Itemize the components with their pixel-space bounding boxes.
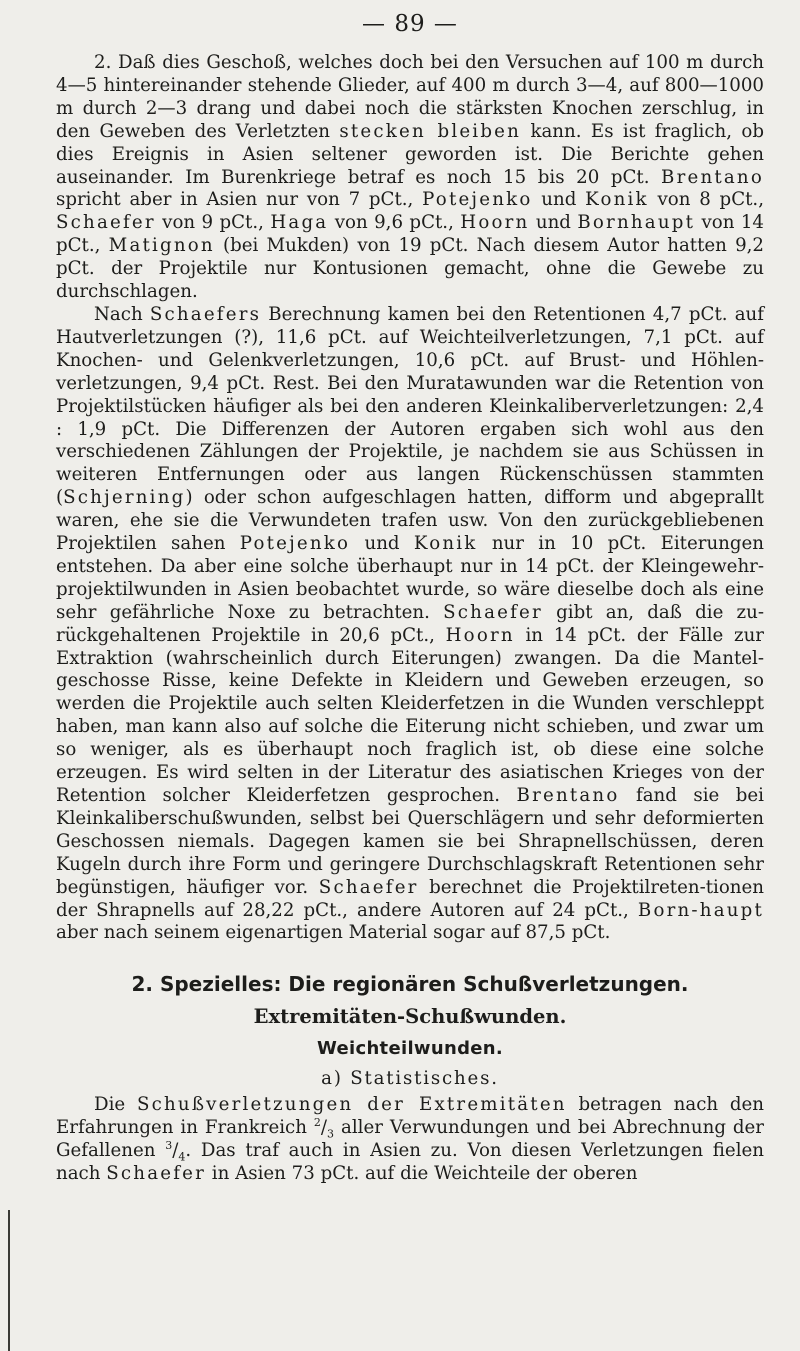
paragraph-retentionen [56, 304, 764, 945]
text-run: (bei Mukden) von 19 pCt. Nach diesem Autor hatten 9,2 pCt. der Projektile nur Kontusionen gemacht, ohne die Gewebe zu durchschlagen. [56, 235, 764, 303]
text-run: von 14 pCt., [56, 212, 764, 257]
author-name: Konik [413, 533, 478, 555]
scan-edge-line [8, 1210, 10, 1351]
text-run: betragen nach den Erfahrungen in Frankreich [56, 1094, 765, 1139]
author-name: Schaefer [106, 1163, 207, 1185]
author-name: Bornhaupt [577, 212, 696, 234]
author-name: Brentano [661, 166, 764, 188]
text-run: aller Verwundungen und bei Abrechnung der Gefallenen [56, 1117, 764, 1162]
text-run: Die [94, 1094, 137, 1116]
fraction-denominator: 4 [178, 1150, 186, 1164]
section-heading: 2. Spezielles: Die regionären Schußverletzungen. [131, 972, 689, 997]
paragraph-extremitaeten: Die Schußverletzungen der Extremitäten betragen nach den Erfahrungen in Frankreich $^2/_3$ aller Verwundungen und bei Abrechnung der Gefallenen $^3/_4$. Das traf auch in Asien zu. Von diesen Verletzungen fielen nach Schaefer in Asien 73 pCt. auf die Weichteile der oberen [56, 1094, 765, 1185]
emphasis-text: Schußverletzungen der Extremitäten [136, 1094, 567, 1116]
text-run: und [532, 189, 586, 211]
text-run: Berechnung kamen bei den Retentionen 4,7 pCt. auf Hautverletzungen (?), 11,6 pCt. auf Weichteilverletzungen, 7,1 pCt. auf Knochen- und Gelenkverletzungen, 10,6 pCt. auf Brust- und Höhlen-verletzungen, 9,4 pCt. Rest. Bei den Muratawunden war die Retention von Projektilstücken häufiger als bei den anderen Kleinkaliberverletzungen: 2,4 : 1,9 pCt. Die Differenzen der Autoren ergaben sich wohl aus den verschiedenen Zählungen der Projektile, je nachdem sie aus Schüssen in weiteren Entfernungen oder aus langen Rückenschüssen stammten ( [56, 303, 764, 509]
fraction-denominator: 3 [327, 1127, 335, 1141]
author-name: Schaefers [149, 303, 262, 325]
text-run: spricht aber in Asien nur von 7 pCt., [56, 189, 423, 211]
author-name: Haga [270, 212, 329, 234]
author-name: Schjerning [63, 487, 186, 509]
author-name: Potejenko [239, 533, 351, 555]
subsection-heading: Extremitäten-Schußwunden. [253, 1005, 567, 1029]
text-run: fand sie bei Kleinkaliberschußwunden, selbst bei Querschlägern und sehr deformierten Geschossen niemals. Dagegen kamen sie bei Shrapnellschüssen, deren Kugeln durch ihre Form und geringere Durchschlagskraft Retentionen sehr begünstigen, häufiger vor. [56, 785, 764, 898]
text-run: kann. Es ist fraglich, ob dies Ereignis in Asien seltener geworden ist. Die Berichte gehen auseinander. Im Burenkriege betraf es noch 15 bis 20 pCt. [56, 120, 765, 188]
paragraph-geschoss [56, 52, 764, 304]
author-name: Schaefer [443, 601, 543, 623]
author-name: Hoorn [445, 624, 515, 646]
subsection-label: a) Statistisches. [321, 1068, 499, 1090]
author-name: Konik [585, 189, 649, 211]
text-run: von 9 pCt., [155, 212, 271, 234]
author-name: Potejenko [422, 189, 533, 211]
text-run: nur in 10 pCt. Eiterungen entstehen. Da aber eine solche überhaupt nur in 14 pCt. der Kleingewehr-projektilwunden in Asien beobachtet wurde, so wäre dieselbe doch als eine sehr gefährliche Noxe zu betrachten. [56, 533, 764, 623]
text-run: gibt an, daß die zu-rückgehaltenen Projektile in 20,6 pCt., [56, 601, 764, 646]
fraction-numerator: 3 [165, 1139, 173, 1153]
text-run: Nach [94, 303, 150, 325]
text-run: 2. Daß dies Geschoß, welches doch bei den Versuchen auf 100 m durch 4—5 hintereinander stehende Glieder, auf 400 m durch 3—4, auf 800—1000 m durch 2—3 drang und dabei noch die stärksten Knochen zerschlug, in den Geweben des Verletzten [56, 52, 764, 142]
author-name: Matignon [108, 235, 215, 257]
text-run: berechnet die Projektilreten-tionen der Shrapnells auf 28,22 pCt., andere Autoren auf 24 pCt., [56, 876, 764, 921]
text-run: in Asien 73 pCt. auf die Weichteile der oberen [206, 1163, 638, 1185]
emphasis-text: stecken bleiben [339, 120, 522, 142]
text-run: aber nach seinem eigenartigen Material sogar auf 87,5 pCt. [56, 922, 611, 944]
text-run: in 14 pCt. der Fälle zur Extraktion (wahrscheinlich durch Eiterungen) zwangen. Da die Mantel-geschosse Risse, keine Defekte in Kleidern und Geweben erzeugen, so werden die Projektile auch selten Kleiderfetzen in die Wunden verschleppt haben, man kann also auf solche die Eiterung nicht schieben, und zwar um so weniger, als es überhaupt noch fraglich ist, ob diese eine solche erzeugen. Es wird selten in der Literatur des asiatischen Krieges von der Retention solcher Kleiderfetzen gesprochen. [56, 624, 764, 806]
fraction-numerator: 2 [313, 1116, 321, 1130]
text-run: von 9,6 pCt., [328, 212, 461, 234]
author-name: Schaefer [318, 876, 419, 898]
author-name: Schaefer [56, 212, 156, 234]
author-name: Hoorn [460, 212, 530, 234]
text-run: . Das traf auch in Asien zu. Von diesen Verletzungen fielen nach [56, 1140, 764, 1185]
text-run: und [350, 533, 414, 555]
author-name: Brentano [516, 785, 620, 806]
text-run: und [529, 212, 578, 234]
author-name: Born-haupt [637, 899, 764, 921]
text-run: ) oder schon aufgeschlagen hatten, difform und abgeprallt waren, ehe sie die Verwundeten trafen usw. Von den zurückgebliebenen Projektilen sahen [56, 487, 764, 555]
document-page [56, 10, 764, 1186]
page-number: — 89 — [362, 11, 458, 37]
subsubsection-heading: Weichteilwunden. [316, 1038, 504, 1060]
text-run: von 8 pCt., [648, 189, 764, 211]
